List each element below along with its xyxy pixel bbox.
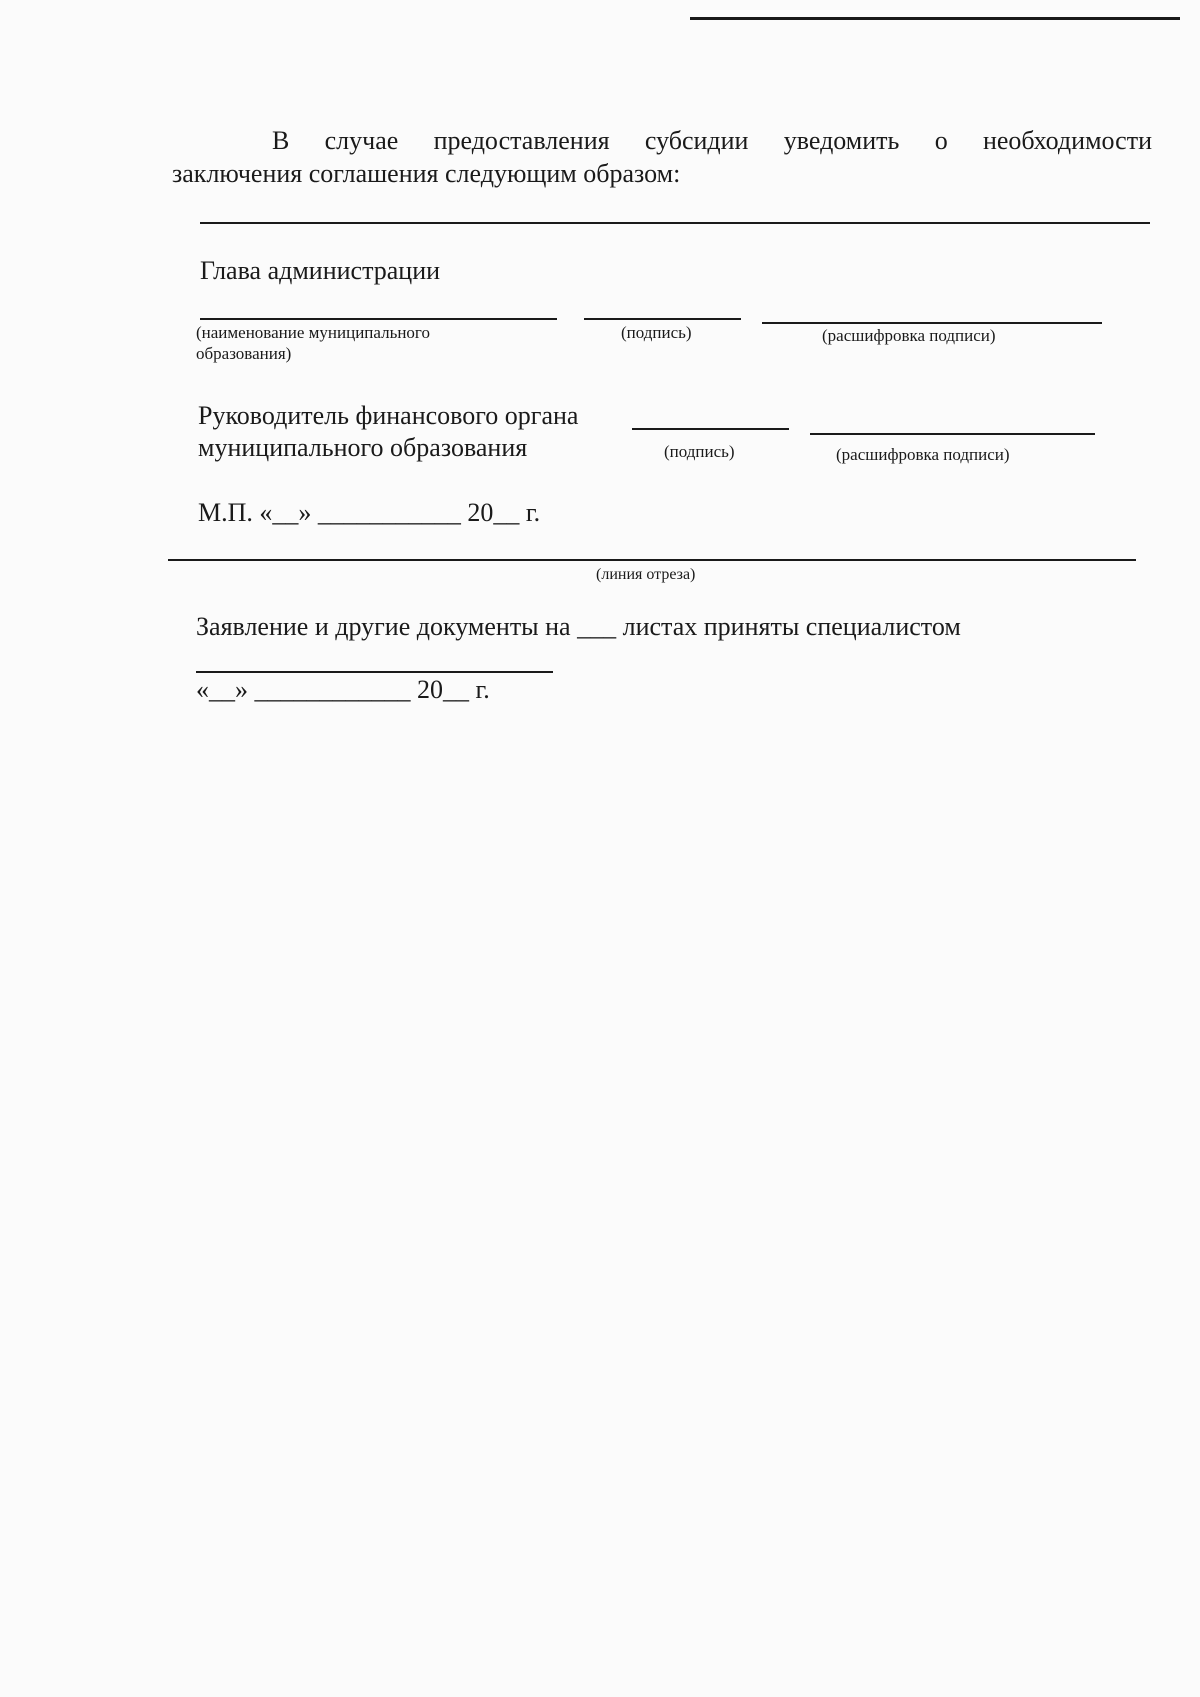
caption-municipality-2: образования) xyxy=(196,344,292,363)
caption-municipality-1: (наименование муниципального xyxy=(196,323,430,342)
head-decoding-line xyxy=(762,322,1102,324)
specialist-name-line xyxy=(196,671,553,673)
notification-fill-line xyxy=(200,222,1150,224)
intro-line-1: В случае предоставления субсидии уведомить о необходимости xyxy=(272,126,1152,155)
cut-line-label: (линия отреза) xyxy=(596,566,696,583)
finance-caption-decoding: (расшифровка подписи) xyxy=(836,445,1010,464)
finance-signature-line xyxy=(632,428,789,430)
top-edge-line xyxy=(690,17,1180,20)
finance-title-line-1: Руководитель финансового органа xyxy=(198,401,579,430)
head-caption-decoding: (расшифровка подписи) xyxy=(822,326,996,345)
head-signature-line xyxy=(584,318,741,320)
cut-line xyxy=(168,559,1136,561)
municipality-name-line xyxy=(200,318,557,320)
seal-date-line: М.П. «__» ___________ 20__ г. xyxy=(198,498,541,527)
finance-decoding-line xyxy=(810,433,1095,435)
head-title: Глава администрации xyxy=(200,256,441,285)
finance-caption-signature: (подпись) xyxy=(664,442,735,461)
head-caption-signature: (подпись) xyxy=(621,323,692,342)
intro-line-2: заключения соглашения следующим образом: xyxy=(172,159,681,188)
finance-title-line-2: муниципального образования xyxy=(198,433,528,462)
receipt-date: «__» ____________ 20__ г. xyxy=(196,675,490,704)
intro-paragraph xyxy=(172,124,1152,190)
receipt-text: Заявление и другие документы на ___ листах приняты специалистом xyxy=(196,612,961,641)
